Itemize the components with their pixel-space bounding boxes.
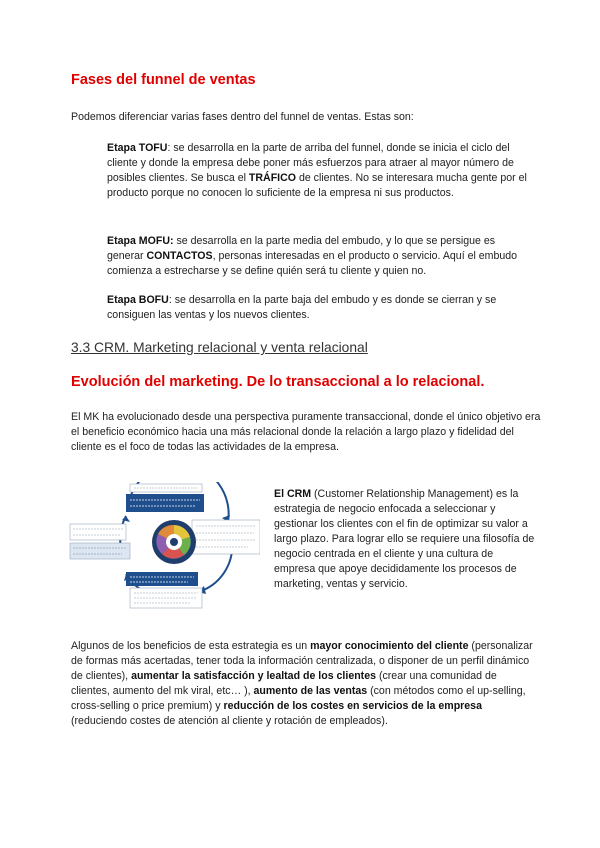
benefits-text-5: (reduciendo costes de atención al cliente y rotación de empleados). — [71, 715, 388, 727]
mofu-label: Etapa MOFU: — [107, 235, 174, 247]
mofu-text-2: , personas interesadas en el producto o servicio. Aquí el embudo comienza a estrecharse y se define quién será tu cliente y quien no. — [107, 250, 518, 277]
benefit-satisfaction: aumentar la satisfacción y lealtad de los clientes — [131, 670, 376, 682]
benefits-text-4: (con métodos como el up-selling, cross-selling o price premium) y — [71, 685, 526, 712]
tofu-text-1: : se desarrolla en la parte de arriba del funnel, donde se inicia el ciclo del cliente y donde la empresa debe poner más esfuerzos para atraer al mayor número de posibles clientes. Se busca el — [107, 142, 514, 184]
tofu-paragraph — [107, 141, 527, 201]
funnel-heading: Fases del funnel de ventas — [71, 72, 256, 88]
crm-label: El CRM — [274, 488, 312, 500]
benefits-text-1: Algunos de los beneficios de esta estrategia es un — [71, 640, 311, 652]
bofu-label: Etapa BOFU — [107, 294, 169, 306]
mofu-paragraph — [107, 234, 527, 279]
evolution-heading: Evolución del marketing. De lo transaccional a lo relacional. — [71, 374, 485, 390]
benefits-text-2: (personalizar de formas más acertadas, tener toda la información centralizada, o disponer de un perfil dinámico de clientes), — [71, 640, 533, 682]
tofu-bold-trafico: TRÁFICO — [248, 172, 296, 184]
benefit-costs: reducción de los costes en servicios de la empresa — [223, 700, 482, 712]
evolution-paragraph: El MK ha evolucionado desde una perspectiva puramente transaccional, donde el único objetivo era el beneficio económico hacia una más relacional donde la relación a largo plazo y fidelidad del cliente es el foco de todas las actividades de la empresa. — [71, 411, 541, 453]
mofu-text-1: se desarrolla en la parte media del embudo, y lo que se persigue es generar — [107, 235, 496, 262]
mofu-bold-contactos: CONTACTOS — [146, 250, 213, 262]
crm-text: (Customer Relationship Management) es la estrategia de negocio enfocada a seleccionar y gestionar los clientes con el fin de optimizar su valor a largo plazo. Para lograr ello se requiere una filosofía de negocio centrada en el cliente y una cultura de empresa que apoye decididamente los procesos de marketing, ventas y servicio. — [274, 488, 535, 590]
tofu-text-2: de clientes. No se interesara mucha gente por el producto porque no conocen lo suficiente de la empresa ni sus productos. — [107, 172, 527, 199]
funnel-intro: Podemos diferenciar varias fases dentro del funnel de ventas. Estas son: — [71, 111, 414, 123]
bofu-text-1: : se desarrolla en la parte baja del embudo y es donde se cierran y se consiguen las ventas y los nuevos clientes. — [107, 294, 497, 321]
benefits-text-3: (crear una comunidad de clientes, aumento del mk viral, etc… ), — [71, 670, 497, 697]
tofu-label: Etapa TOFU — [107, 142, 168, 154]
crm-cycle-diagram — [68, 482, 260, 610]
crm-section-title: 3.3 CRM. Marketing relacional y venta relacional — [71, 340, 368, 355]
benefit-sales: aumento de las ventas — [253, 685, 368, 697]
center-wheel-icon — [152, 520, 196, 564]
benefit-knowledge: mayor conocimiento del cliente — [310, 640, 469, 652]
benefits-paragraph — [71, 639, 537, 729]
bofu-paragraph — [107, 293, 527, 323]
right-box — [192, 520, 260, 554]
bottom-boxes — [126, 572, 202, 608]
top-box — [126, 484, 204, 512]
crm-paragraph — [274, 487, 536, 592]
